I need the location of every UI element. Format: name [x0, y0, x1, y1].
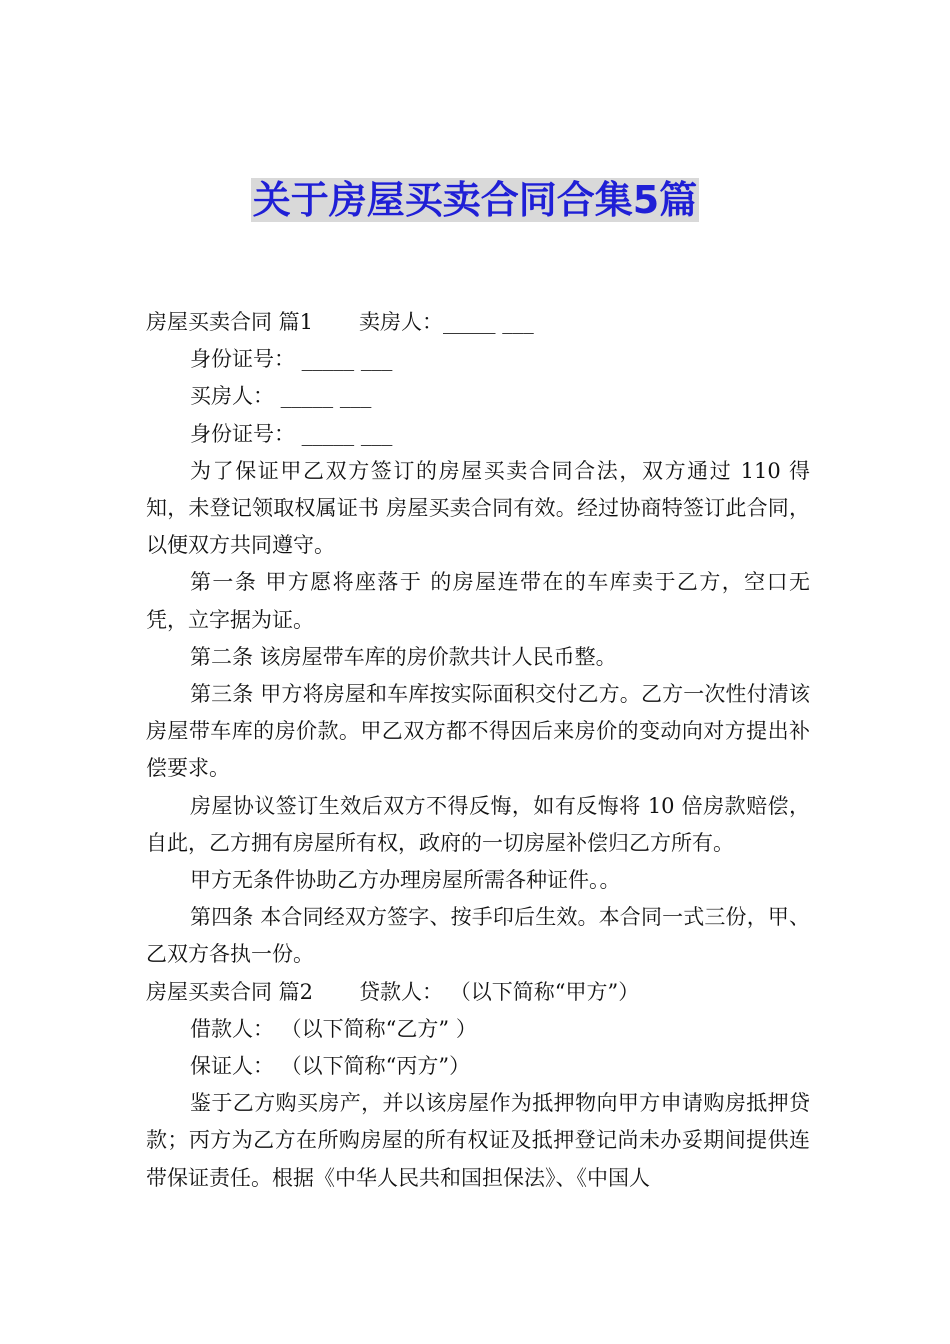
penalty-clause: 房屋协议签订生效后双方不得反悔，如有反悔将 10 倍房款赔偿，自此，乙方拥有房屋所有权，政府的一切房屋补偿归乙方所有。	[146, 793, 810, 855]
document-title: 关于房屋买卖合同合集5篇	[252, 178, 698, 222]
article-2: 第二条 该房屋带车库的房价款共计人民币整。	[190, 644, 617, 669]
contract1-heading: 房屋买卖合同 篇1	[146, 310, 314, 334]
borrower-field: 借款人： （以下简称“乙方” ）	[190, 1016, 477, 1041]
buyer-field: 买房人： _____ ___	[190, 384, 372, 409]
seller-field: 卖房人：_____ ___	[359, 310, 534, 334]
title-container	[0, 178, 950, 222]
contract1-heading-line	[146, 304, 810, 341]
guarantor-field: 保证人： （以下简称“丙方”）	[190, 1054, 471, 1079]
document-body	[146, 304, 810, 1197]
contract2-intro: 鉴于乙方购买房产，并以该房屋作为抵押物向甲方申请购房抵押贷款；丙方为乙方在所购房屋的所有权证及抵押登记尚未办妥期间提供连带保证责任。根据《中华人民共和国担保法》、《中国人	[146, 1091, 810, 1190]
seller-id-field: 身份证号： _____ ___	[190, 347, 393, 372]
contract2-heading-line	[146, 974, 810, 1011]
contract2-heading: 房屋买卖合同 篇2	[146, 979, 314, 1004]
buyer-id-field: 身份证号： _____ ___	[190, 421, 393, 446]
lender-field: 贷款人： （以下简称“甲方”）	[359, 979, 640, 1004]
article-3: 第三条 甲方将房屋和车库按实际面积交付乙方。乙方一次性付清该房屋带车库的房价款。甲乙双方都不得因后来房价的变动向对方提出补偿要求。	[146, 682, 810, 781]
article-1: 第一条 甲方愿将座落于 的房屋连带在的车库卖于乙方，空口无凭，立字据为证。	[146, 570, 810, 632]
contract1-intro: 为了保证甲乙双方签订的房屋买卖合同合法，双方通过 110 得知，未登记领取权属证书 房屋买卖合同有效。经过协商特签订此合同，以便双方共同遵守。	[146, 458, 810, 558]
article-4: 第四条 本合同经双方签字、按手印后生效。本合同一式三份，甲、乙双方各执一份。	[146, 905, 810, 967]
assist-clause: 甲方无条件协助乙方办理房屋所需各种证件。。	[190, 868, 621, 893]
